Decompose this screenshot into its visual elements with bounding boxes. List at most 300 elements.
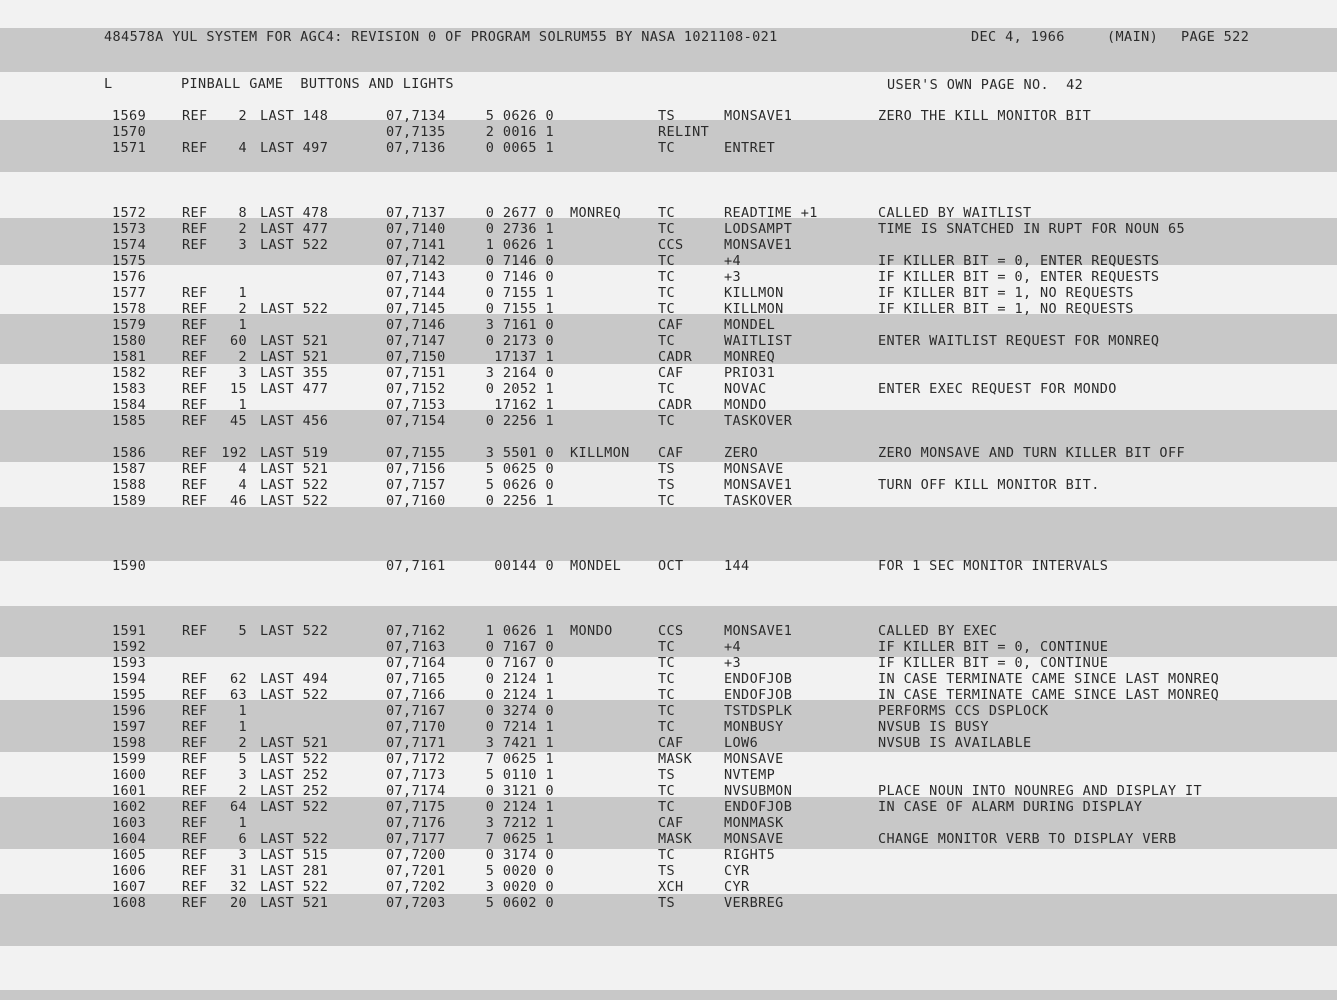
line-number: 1570 [112, 124, 147, 140]
address: 07,7166 [386, 687, 446, 703]
ref-count: 2 [238, 221, 247, 237]
opcode: CCS [658, 237, 684, 253]
ref-count: 6 [238, 831, 247, 847]
operand: VERBREG [724, 895, 784, 911]
address: 07,7142 [386, 253, 446, 269]
line-number: 1585 [112, 413, 147, 429]
opcode: RELINT [658, 124, 710, 140]
line-number: 1586 [112, 445, 147, 461]
ref-count: 15 [229, 381, 247, 397]
line-number: 1569 [112, 108, 147, 124]
line-number: 1602 [112, 799, 147, 815]
operand: MONSAVE1 [724, 108, 793, 124]
octal-word: 0 2677 0 [485, 205, 554, 221]
ref-count: 60 [229, 333, 247, 349]
ref-count: 1 [238, 719, 247, 735]
comment: ZERO THE KILL MONITOR BIT [878, 108, 1092, 124]
address: 07,7150 [386, 349, 446, 365]
address: 07,7160 [386, 493, 446, 509]
line-number: 1577 [112, 285, 147, 301]
operand: WAITLIST [724, 333, 793, 349]
address: 07,7163 [386, 639, 446, 655]
operand: MONMASK [724, 815, 784, 831]
line-number: 1581 [112, 349, 147, 365]
line-number: 1590 [112, 558, 147, 574]
address: 07,7176 [386, 815, 446, 831]
address: 07,7173 [386, 767, 446, 783]
octal-word: 7 0625 1 [485, 751, 554, 767]
octal-word: 5 0020 0 [485, 863, 554, 879]
operand: MONSAVE1 [724, 477, 793, 493]
operand: KILLMON [724, 301, 784, 317]
opcode: TC [658, 381, 676, 397]
opcode: XCH [658, 879, 684, 895]
address: 07,7151 [386, 365, 446, 381]
line-number: 1580 [112, 333, 147, 349]
ref-tag: REF [182, 285, 208, 301]
octal-word: 3 7212 1 [485, 815, 554, 831]
line-number: 1591 [112, 623, 147, 639]
comment: FOR 1 SEC MONITOR INTERVALS [878, 558, 1109, 574]
octal-word: 5 0625 0 [485, 461, 554, 477]
line-number: 1604 [112, 831, 147, 847]
ref-tag: REF [182, 317, 208, 333]
ref-count: 2 [238, 783, 247, 799]
last-ref: LAST 522 [260, 493, 329, 509]
octal-word: 5 0110 1 [485, 767, 554, 783]
ref-count: 192 [221, 445, 247, 461]
listing-section: (MAIN) [1107, 29, 1159, 45]
opcode: CAF [658, 735, 684, 751]
operand: TSTDSPLK [724, 703, 793, 719]
ref-tag: REF [182, 735, 208, 751]
symbol-label: MONREQ [570, 205, 622, 221]
address: 07,7161 [386, 558, 446, 574]
comment: PERFORMS CCS DSPLOCK [878, 703, 1049, 719]
ref-tag: REF [182, 365, 208, 381]
last-ref: LAST 252 [260, 767, 329, 783]
comment: IF KILLER BIT = 1, NO REQUESTS [878, 301, 1134, 317]
ref-tag: REF [182, 381, 208, 397]
octal-word: 0 7155 1 [485, 301, 554, 317]
opcode: MASK [658, 751, 693, 767]
ref-tag: REF [182, 623, 208, 639]
symbol-label: MONDO [570, 623, 613, 639]
ref-count: 2 [238, 735, 247, 751]
ref-count: 8 [238, 205, 247, 221]
operand: LODSAMPT [724, 221, 793, 237]
ref-tag: REF [182, 445, 208, 461]
ref-tag: REF [182, 140, 208, 156]
octal-word: 0 7214 1 [485, 719, 554, 735]
operand: TASKOVER [724, 413, 793, 429]
octal-word: 5 0602 0 [485, 895, 554, 911]
ref-tag: REF [182, 108, 208, 124]
ref-count: 4 [238, 461, 247, 477]
octal-word: 0 7146 0 [485, 253, 554, 269]
address: 07,7164 [386, 655, 446, 671]
ref-tag: REF [182, 815, 208, 831]
line-number: 1571 [112, 140, 147, 156]
opcode: TC [658, 671, 676, 687]
line-number: 1607 [112, 879, 147, 895]
operand: NVSUBMON [724, 783, 793, 799]
address: 07,7200 [386, 847, 446, 863]
ref-tag: REF [182, 863, 208, 879]
address: 07,7135 [386, 124, 446, 140]
line-number: 1573 [112, 221, 147, 237]
opcode: TC [658, 205, 676, 221]
last-ref: LAST 522 [260, 623, 329, 639]
opcode: CADR [658, 349, 693, 365]
ref-count: 3 [238, 365, 247, 381]
ref-count: 63 [229, 687, 247, 703]
comment: IN CASE OF ALARM DURING DISPLAY [878, 799, 1143, 815]
last-ref: LAST 522 [260, 879, 329, 895]
opcode: TS [658, 477, 676, 493]
line-number: 1589 [112, 493, 147, 509]
last-ref: LAST 522 [260, 477, 329, 493]
address: 07,7171 [386, 735, 446, 751]
octal-word: 3 5501 0 [485, 445, 554, 461]
octal-word: 0 2124 1 [485, 671, 554, 687]
address: 07,7143 [386, 269, 446, 285]
octal-word: 3 0020 0 [485, 879, 554, 895]
ref-tag: REF [182, 301, 208, 317]
address: 07,7203 [386, 895, 446, 911]
last-ref: LAST 456 [260, 413, 329, 429]
address: 07,7156 [386, 461, 446, 477]
last-ref: LAST 477 [260, 221, 329, 237]
user-page-number: USER'S OWN PAGE NO. 42 [887, 77, 1084, 93]
comment: TIME IS SNATCHED IN RUPT FOR NOUN 65 [878, 221, 1185, 237]
ref-count: 1 [238, 317, 247, 333]
address: 07,7170 [386, 719, 446, 735]
address: 07,7147 [386, 333, 446, 349]
operand: ZERO [724, 445, 759, 461]
line-number: 1583 [112, 381, 147, 397]
column-marker: L [104, 76, 113, 92]
ref-count: 31 [229, 863, 247, 879]
last-ref: LAST 522 [260, 687, 329, 703]
line-number: 1605 [112, 847, 147, 863]
line-number: 1574 [112, 237, 147, 253]
symbol-label: MONDEL [570, 558, 622, 574]
address: 07,7136 [386, 140, 446, 156]
operand: CYR [724, 863, 750, 879]
address: 07,7201 [386, 863, 446, 879]
line-number: 1572 [112, 205, 147, 221]
opcode: TC [658, 221, 676, 237]
ref-tag: REF [182, 767, 208, 783]
address: 07,7167 [386, 703, 446, 719]
last-ref: LAST 521 [260, 349, 329, 365]
octal-word: 2 0016 1 [485, 124, 554, 140]
address: 07,7177 [386, 831, 446, 847]
ref-count: 1 [238, 397, 247, 413]
opcode: TC [658, 493, 676, 509]
ref-count: 62 [229, 671, 247, 687]
last-ref: LAST 521 [260, 333, 329, 349]
operand: +3 [724, 655, 742, 671]
octal-word: 0 3121 0 [485, 783, 554, 799]
opcode: TC [658, 301, 676, 317]
operand: KILLMON [724, 285, 784, 301]
octal-word: 17137 1 [494, 349, 554, 365]
operand: READTIME +1 [724, 205, 818, 221]
octal-word: 5 0626 0 [485, 108, 554, 124]
ref-count: 1 [238, 285, 247, 301]
address: 07,7137 [386, 205, 446, 221]
opcode: MASK [658, 831, 693, 847]
line-number: 1599 [112, 751, 147, 767]
octal-word: 00144 0 [494, 558, 554, 574]
comment: CALLED BY WAITLIST [878, 205, 1032, 221]
ref-count: 20 [229, 895, 247, 911]
opcode: TS [658, 863, 676, 879]
comment: TURN OFF KILL MONITOR BIT. [878, 477, 1100, 493]
address: 07,7146 [386, 317, 446, 333]
line-number: 1595 [112, 687, 147, 703]
opcode: TC [658, 655, 676, 671]
ref-tag: REF [182, 895, 208, 911]
octal-word: 0 3174 0 [485, 847, 554, 863]
opcode: TC [658, 333, 676, 349]
last-ref: LAST 521 [260, 735, 329, 751]
address: 07,7155 [386, 445, 446, 461]
ref-count: 32 [229, 879, 247, 895]
last-ref: LAST 281 [260, 863, 329, 879]
opcode: TS [658, 108, 676, 124]
octal-word: 0 7146 0 [485, 269, 554, 285]
ref-tag: REF [182, 397, 208, 413]
octal-word: 3 7421 1 [485, 735, 554, 751]
opcode: TC [658, 253, 676, 269]
ref-tag: REF [182, 461, 208, 477]
ref-count: 3 [238, 847, 247, 863]
opcode: CCS [658, 623, 684, 639]
line-number: 1587 [112, 461, 147, 477]
line-number: 1601 [112, 783, 147, 799]
opcode: TC [658, 639, 676, 655]
operand: LOW6 [724, 735, 759, 751]
ref-count: 2 [238, 349, 247, 365]
line-number: 1576 [112, 269, 147, 285]
address: 07,7165 [386, 671, 446, 687]
ref-count: 1 [238, 815, 247, 831]
last-ref: LAST 252 [260, 783, 329, 799]
address: 07,7162 [386, 623, 446, 639]
operand: MONDEL [724, 317, 776, 333]
ref-tag: REF [182, 687, 208, 703]
ref-tag: REF [182, 703, 208, 719]
opcode: OCT [658, 558, 684, 574]
comment: IF KILLER BIT = 0, ENTER REQUESTS [878, 269, 1160, 285]
opcode: TC [658, 847, 676, 863]
ref-tag: REF [182, 671, 208, 687]
octal-word: 0 2052 1 [485, 381, 554, 397]
last-ref: LAST 522 [260, 751, 329, 767]
octal-word: 1 0626 1 [485, 237, 554, 253]
ref-count: 2 [238, 301, 247, 317]
line-number: 1600 [112, 767, 147, 783]
line-number: 1579 [112, 317, 147, 333]
last-ref: LAST 521 [260, 895, 329, 911]
operand: MONSAVE [724, 751, 784, 767]
operand: RIGHT5 [724, 847, 776, 863]
address: 07,7172 [386, 751, 446, 767]
operand: +3 [724, 269, 742, 285]
ref-count: 1 [238, 703, 247, 719]
address: 07,7174 [386, 783, 446, 799]
last-ref: LAST 148 [260, 108, 329, 124]
ref-tag: REF [182, 221, 208, 237]
last-ref: LAST 522 [260, 799, 329, 815]
comment: NVSUB IS BUSY [878, 719, 989, 735]
octal-word: 0 2256 1 [485, 493, 554, 509]
octal-word: 0 2124 1 [485, 799, 554, 815]
address: 07,7154 [386, 413, 446, 429]
ref-tag: REF [182, 799, 208, 815]
comment: ENTER EXEC REQUEST FOR MONDO [878, 381, 1117, 397]
line-number: 1597 [112, 719, 147, 735]
address: 07,7145 [386, 301, 446, 317]
ref-tag: REF [182, 413, 208, 429]
operand: NVTEMP [724, 767, 776, 783]
operand: ENDOFJOB [724, 799, 793, 815]
operand: MONSAVE [724, 831, 784, 847]
line-number: 1603 [112, 815, 147, 831]
ref-tag: REF [182, 493, 208, 509]
line-number: 1592 [112, 639, 147, 655]
octal-word: 0 2173 0 [485, 333, 554, 349]
ref-tag: REF [182, 847, 208, 863]
ref-tag: REF [182, 831, 208, 847]
comment: ZERO MONSAVE AND TURN KILLER BIT OFF [878, 445, 1185, 461]
address: 07,7152 [386, 381, 446, 397]
ref-tag: REF [182, 237, 208, 253]
opcode: TC [658, 783, 676, 799]
ref-count: 3 [238, 237, 247, 253]
ref-count: 4 [238, 140, 247, 156]
operand: MONBUSY [724, 719, 784, 735]
octal-word: 0 2124 1 [485, 687, 554, 703]
comment: IF KILLER BIT = 1, NO REQUESTS [878, 285, 1134, 301]
opcode: CADR [658, 397, 693, 413]
octal-word: 3 2164 0 [485, 365, 554, 381]
last-ref: LAST 355 [260, 365, 329, 381]
listing-title: 484578A YUL SYSTEM FOR AGC4: REVISION 0 OF PROGRAM SOLRUM55 BY NASA 1021108-021 [104, 29, 778, 45]
operand: 144 [724, 558, 750, 574]
comment: NVSUB IS AVAILABLE [878, 735, 1032, 751]
ref-count: 64 [229, 799, 247, 815]
last-ref: LAST 522 [260, 237, 329, 253]
opcode: TC [658, 799, 676, 815]
operand: ENDOFJOB [724, 671, 793, 687]
address: 07,7157 [386, 477, 446, 493]
ref-tag: REF [182, 879, 208, 895]
ref-tag: REF [182, 751, 208, 767]
octal-word: 0 2256 1 [485, 413, 554, 429]
operand: ENTRET [724, 140, 776, 156]
last-ref: LAST 522 [260, 831, 329, 847]
greenbar-band [0, 990, 1337, 1000]
opcode: CAF [658, 815, 684, 831]
last-ref: LAST 519 [260, 445, 329, 461]
section-title: PINBALL GAME BUTTONS AND LIGHTS [181, 76, 454, 92]
opcode: TC [658, 719, 676, 735]
octal-word: 3 7161 0 [485, 317, 554, 333]
ref-count: 4 [238, 477, 247, 493]
opcode: TS [658, 767, 676, 783]
address: 07,7202 [386, 879, 446, 895]
operand: CYR [724, 879, 750, 895]
operand: NOVAC [724, 381, 767, 397]
operand: MONREQ [724, 349, 776, 365]
address: 07,7153 [386, 397, 446, 413]
address: 07,7140 [386, 221, 446, 237]
ref-count: 2 [238, 108, 247, 124]
ref-count: 5 [238, 623, 247, 639]
octal-word: 0 7155 1 [485, 285, 554, 301]
address: 07,7175 [386, 799, 446, 815]
opcode: CAF [658, 365, 684, 381]
line-number: 1593 [112, 655, 147, 671]
opcode: TC [658, 140, 676, 156]
line-number: 1606 [112, 863, 147, 879]
octal-word: 0 7167 0 [485, 639, 554, 655]
octal-word: 7 0625 1 [485, 831, 554, 847]
operand: +4 [724, 253, 742, 269]
comment: CHANGE MONITOR VERB TO DISPLAY VERB [878, 831, 1177, 847]
operand: ENDOFJOB [724, 687, 793, 703]
comment: CALLED BY EXEC [878, 623, 998, 639]
last-ref: LAST 478 [260, 205, 329, 221]
operand: TASKOVER [724, 493, 793, 509]
line-number: 1598 [112, 735, 147, 751]
comment: IN CASE TERMINATE CAME SINCE LAST MONREQ [878, 671, 1220, 687]
ref-tag: REF [182, 719, 208, 735]
last-ref: LAST 497 [260, 140, 329, 156]
operand: +4 [724, 639, 742, 655]
opcode: TC [658, 269, 676, 285]
line-number: 1608 [112, 895, 147, 911]
octal-word: 5 0626 0 [485, 477, 554, 493]
ref-count: 5 [238, 751, 247, 767]
comment: ENTER WAITLIST REQUEST FOR MONREQ [878, 333, 1160, 349]
line-number: 1594 [112, 671, 147, 687]
ref-tag: REF [182, 349, 208, 365]
last-ref: LAST 522 [260, 301, 329, 317]
operand: PRIO31 [724, 365, 776, 381]
opcode: TC [658, 703, 676, 719]
octal-word: 0 7167 0 [485, 655, 554, 671]
symbol-label: KILLMON [570, 445, 630, 461]
octal-word: 0 0065 1 [485, 140, 554, 156]
greenbar-band [0, 507, 1337, 561]
line-number: 1588 [112, 477, 147, 493]
address: 07,7144 [386, 285, 446, 301]
line-number: 1578 [112, 301, 147, 317]
operand: MONSAVE1 [724, 237, 793, 253]
comment: IF KILLER BIT = 0, CONTINUE [878, 655, 1109, 671]
line-number: 1582 [112, 365, 147, 381]
octal-word: 0 3274 0 [485, 703, 554, 719]
opcode: TC [658, 413, 676, 429]
last-ref: LAST 494 [260, 671, 329, 687]
ref-tag: REF [182, 205, 208, 221]
page-number: PAGE 522 [1181, 29, 1250, 45]
